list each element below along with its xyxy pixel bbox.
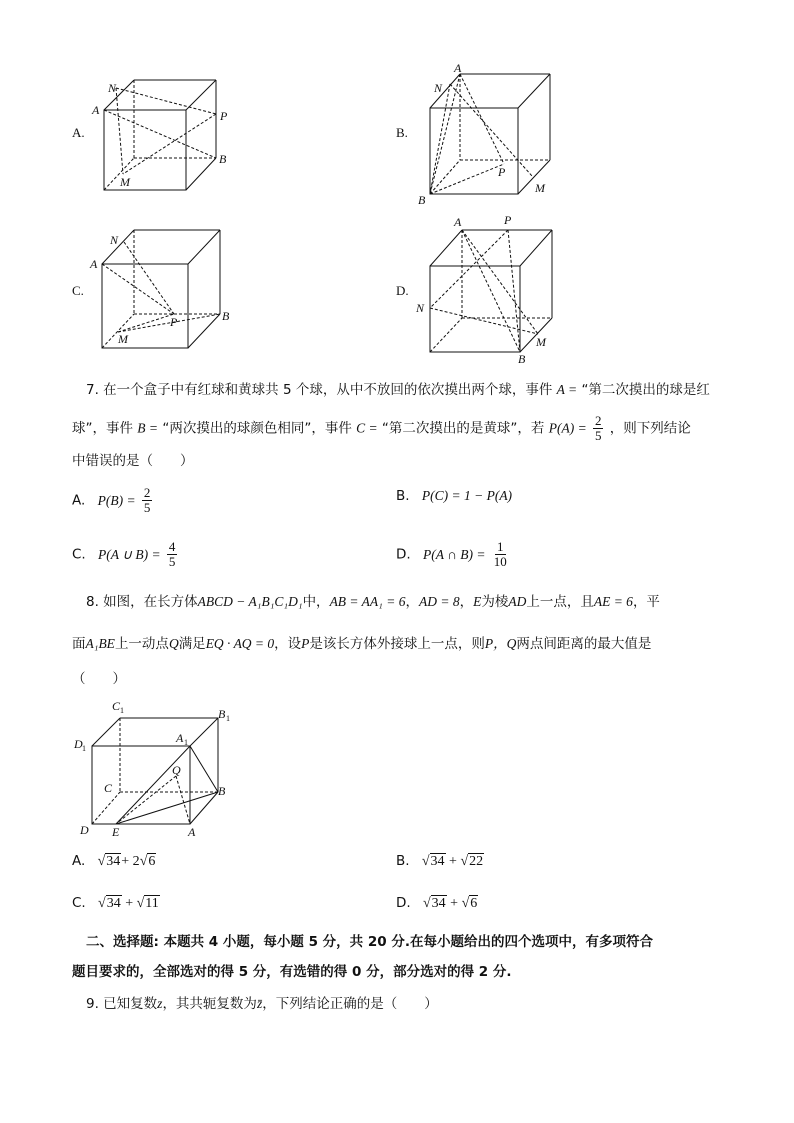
- q8-label-c1-sub: 1: [120, 706, 124, 715]
- q8-option-a-value: √34+ 2√6: [97, 854, 156, 869]
- q7-event-a-desc: “第二次摸出的球是红: [581, 382, 710, 398]
- q7-line2-tail: ，则下列结论: [609, 420, 691, 437]
- q6b-label-n: N: [434, 81, 443, 95]
- q8-option-d-op: +: [450, 896, 459, 911]
- q8-point-p: P: [301, 636, 310, 651]
- q8-label-e: E: [112, 825, 120, 839]
- q7-event-b-desc: “两次摸出的球颜色相同”，事件: [162, 420, 352, 437]
- q8-option-d-rad2: 6: [470, 896, 478, 911]
- q8-option-c-rad2: 11: [145, 896, 159, 911]
- q8-option-c-label: C.: [72, 895, 86, 911]
- section2-line1: 二、选择题: 本题共 4 小题，每小题 5 分，共 20 分.在每小题给出的四个选项中，有多项符合: [86, 934, 653, 950]
- q8-option-b-rad1: 34: [430, 854, 445, 869]
- q8-line2-a: 面: [72, 636, 86, 652]
- q6c-label-m: M: [118, 332, 128, 346]
- q7-option-d[interactable]: [396, 540, 511, 569]
- q7-stem-start: 7. 在一个盒子中有红球和黄球共 5 个球，从中不放回的依次摸出两个球，事件: [86, 382, 553, 398]
- q7-option-b-expr: P(C) = 1 − P(A): [421, 488, 513, 503]
- q8-label-a: A: [188, 825, 196, 839]
- q7-event-a: A =: [556, 382, 578, 397]
- section2-line2: 题目要求的，全部选对的得 5 分，有选错的得 0 分，部分选对的得 2 分.: [72, 964, 512, 980]
- q8-option-c[interactable]: [72, 893, 160, 914]
- q7-option-c-label: C.: [72, 546, 86, 563]
- q7-option-c-fraction: [167, 540, 178, 569]
- q8-line1-g: 上一点，且: [526, 594, 594, 610]
- q7-option-a-fraction: [142, 486, 153, 515]
- q7-option-a-lhs: P(B) =: [97, 492, 136, 508]
- q8-option-d-value: √34 + √6: [422, 896, 478, 911]
- q8-edge-ad: AD: [508, 594, 527, 609]
- q6d-label-m: M: [536, 335, 546, 349]
- q7-pa-fraction: [593, 414, 604, 443]
- q6b-label-m: M: [535, 181, 545, 195]
- q8-label-a1: A: [176, 731, 184, 745]
- q8-option-a-rad1: 34: [106, 854, 121, 869]
- q7-option-d-fraction: [492, 540, 509, 569]
- q8-line1-h: ，平: [632, 594, 660, 610]
- q8-line1: [86, 592, 660, 612]
- q6c-label-a: A: [90, 257, 98, 271]
- q8-line2-c: 满足: [178, 636, 206, 652]
- q7-option-a-num: 2: [143, 485, 151, 500]
- q8-option-b-label: B.: [396, 853, 410, 869]
- q7-option-b-label: B.: [396, 488, 410, 504]
- q8-option-d-rad1: 34: [431, 896, 446, 911]
- q9-zbar: z̄: [256, 996, 263, 1011]
- q6-option-c-label: C.: [72, 283, 84, 298]
- q6c-label-b: B: [222, 309, 230, 323]
- q6-figure-c: [88, 222, 248, 352]
- q8-option-b[interactable]: [396, 851, 484, 872]
- q7-option-d-label: D.: [396, 546, 411, 563]
- q8-label-c1: C: [112, 699, 121, 713]
- q8-eq3: AE = 6: [593, 594, 633, 609]
- q7-option-b[interactable]: [396, 486, 512, 506]
- q7-option-d-den: 10: [493, 554, 507, 569]
- q6c-label-n: N: [110, 233, 119, 247]
- q8-label-d1: D: [74, 737, 83, 751]
- q8-option-a-label: A.: [72, 853, 86, 869]
- q8-option-d-label: D.: [396, 895, 411, 911]
- q7-option-c-den: 5: [168, 554, 176, 569]
- q8-option-b-value: √34 + √22: [421, 854, 484, 869]
- q6-option-a-label: A.: [72, 125, 85, 140]
- q8-option-c-value: √34 + √11: [98, 896, 159, 911]
- q8-line1-c: ，: [405, 594, 419, 610]
- q7-pa-num: 2: [594, 413, 602, 428]
- q8-label-q: Q: [172, 763, 181, 777]
- q9-stem-a: 9. 已知复数: [86, 996, 158, 1012]
- q8-line2-b: 上一动点: [114, 636, 169, 652]
- q7-option-a-label: A.: [72, 492, 86, 509]
- q7-option-a[interactable]: [72, 486, 154, 515]
- q8-line1-f: 为棱: [481, 594, 509, 610]
- q8-line2-f: 两点间距离的最大值是: [516, 636, 652, 652]
- q6-option-b-label: B.: [396, 125, 408, 140]
- q6b-label-b: B: [418, 193, 426, 207]
- q8-line2: [72, 634, 651, 654]
- q6c-label-p: P: [170, 315, 178, 329]
- q8-line1-a: 8. 如图，在长方体: [86, 594, 198, 610]
- q7-event-c-desc: “第二次摸出的是黄球”，若: [381, 420, 545, 437]
- q8-line2-d: ，设: [274, 636, 302, 652]
- q7-option-c-lhs: P(A ∪ B) =: [98, 546, 161, 562]
- q7-option-d-lhs: P(A ∩ B) =: [422, 546, 486, 562]
- q8-eq2: AD = 8: [418, 594, 460, 609]
- q8-option-a[interactable]: [72, 851, 156, 872]
- q6d-label-n: N: [416, 301, 425, 315]
- q8-option-a-rad2: 6: [148, 854, 156, 869]
- q7-option-d-num: 1: [497, 539, 504, 554]
- q8-label-b: B: [218, 784, 226, 798]
- q8-option-c-rad1: 34: [106, 896, 121, 911]
- q8-line3: （ ）: [72, 671, 126, 687]
- q6a-label-p: P: [220, 109, 228, 123]
- q8-option-b-op: +: [449, 854, 457, 869]
- q7-pa-den: 5: [594, 428, 602, 443]
- q7-event-c: C =: [356, 420, 378, 436]
- q6a-label-b: B: [219, 152, 227, 166]
- q6b-label-p: P: [498, 165, 506, 179]
- q8-label-b1-sub: 1: [226, 714, 230, 723]
- q9-line: [86, 994, 438, 1014]
- q8-option-c-op: +: [125, 896, 134, 911]
- q9-stem-c: ，下列结论正确的是（ ）: [262, 996, 438, 1012]
- q8-line1-b: 中，: [302, 594, 330, 610]
- q6-figure-a: [88, 70, 248, 200]
- q7-line2-prefix: 球”，事件: [72, 420, 133, 437]
- q8-points-pq: P，Q: [484, 636, 517, 651]
- q9-stem-b: ，其共轭复数为: [162, 996, 257, 1012]
- q8-figure: [72, 696, 242, 844]
- q7-line1: [86, 380, 710, 400]
- q6a-label-a: A: [92, 103, 100, 117]
- q7-pa: P(A) =: [548, 420, 587, 436]
- q8-option-a-op: + 2: [121, 854, 140, 869]
- q7-event-b: B =: [137, 420, 159, 436]
- q7-line3: 中错误的是（ ）: [72, 453, 194, 469]
- q6-figure-d: [414, 212, 564, 367]
- q7-line2: [72, 414, 691, 443]
- q6-option-d-label: D.: [396, 283, 409, 298]
- q6b-label-a: A: [454, 61, 462, 75]
- q7-option-a-den: 5: [143, 500, 151, 515]
- q8-point-q: Q: [168, 636, 179, 651]
- q8-label-c: C: [104, 781, 113, 795]
- q8-eq1: AB = AA₁ = 6: [329, 594, 406, 609]
- q8-plane: A₁BE: [85, 636, 115, 651]
- q8-label-d1-sub: 1: [82, 744, 86, 753]
- q8-option-b-rad2: 22: [469, 854, 484, 869]
- q8-label-d: D: [80, 823, 89, 837]
- q8-line1-d: ，: [459, 594, 474, 610]
- q6d-label-a: A: [454, 215, 462, 229]
- q8-line2-e: 是该长方体外接球上一点，则: [309, 636, 485, 652]
- q8-point-e: E: [473, 594, 482, 609]
- q7-option-c-num: 4: [168, 539, 176, 554]
- q7-option-c[interactable]: [72, 540, 179, 569]
- q8-box-name: ABCD − A₁B₁C₁D₁: [197, 594, 303, 609]
- q8-vector-condition: EQ · AQ = 0: [205, 636, 275, 651]
- q8-option-d[interactable]: [396, 893, 478, 914]
- q9-z: z: [157, 996, 163, 1011]
- q8-label-a1-sub: 1: [184, 738, 188, 747]
- q6d-label-p: P: [504, 213, 512, 227]
- q6-figure-b: [414, 60, 564, 210]
- q8-label-b1: B: [218, 707, 226, 721]
- q6a-label-n: N: [108, 81, 117, 95]
- q6d-label-b: B: [518, 352, 526, 366]
- q6a-label-m: M: [120, 175, 130, 189]
